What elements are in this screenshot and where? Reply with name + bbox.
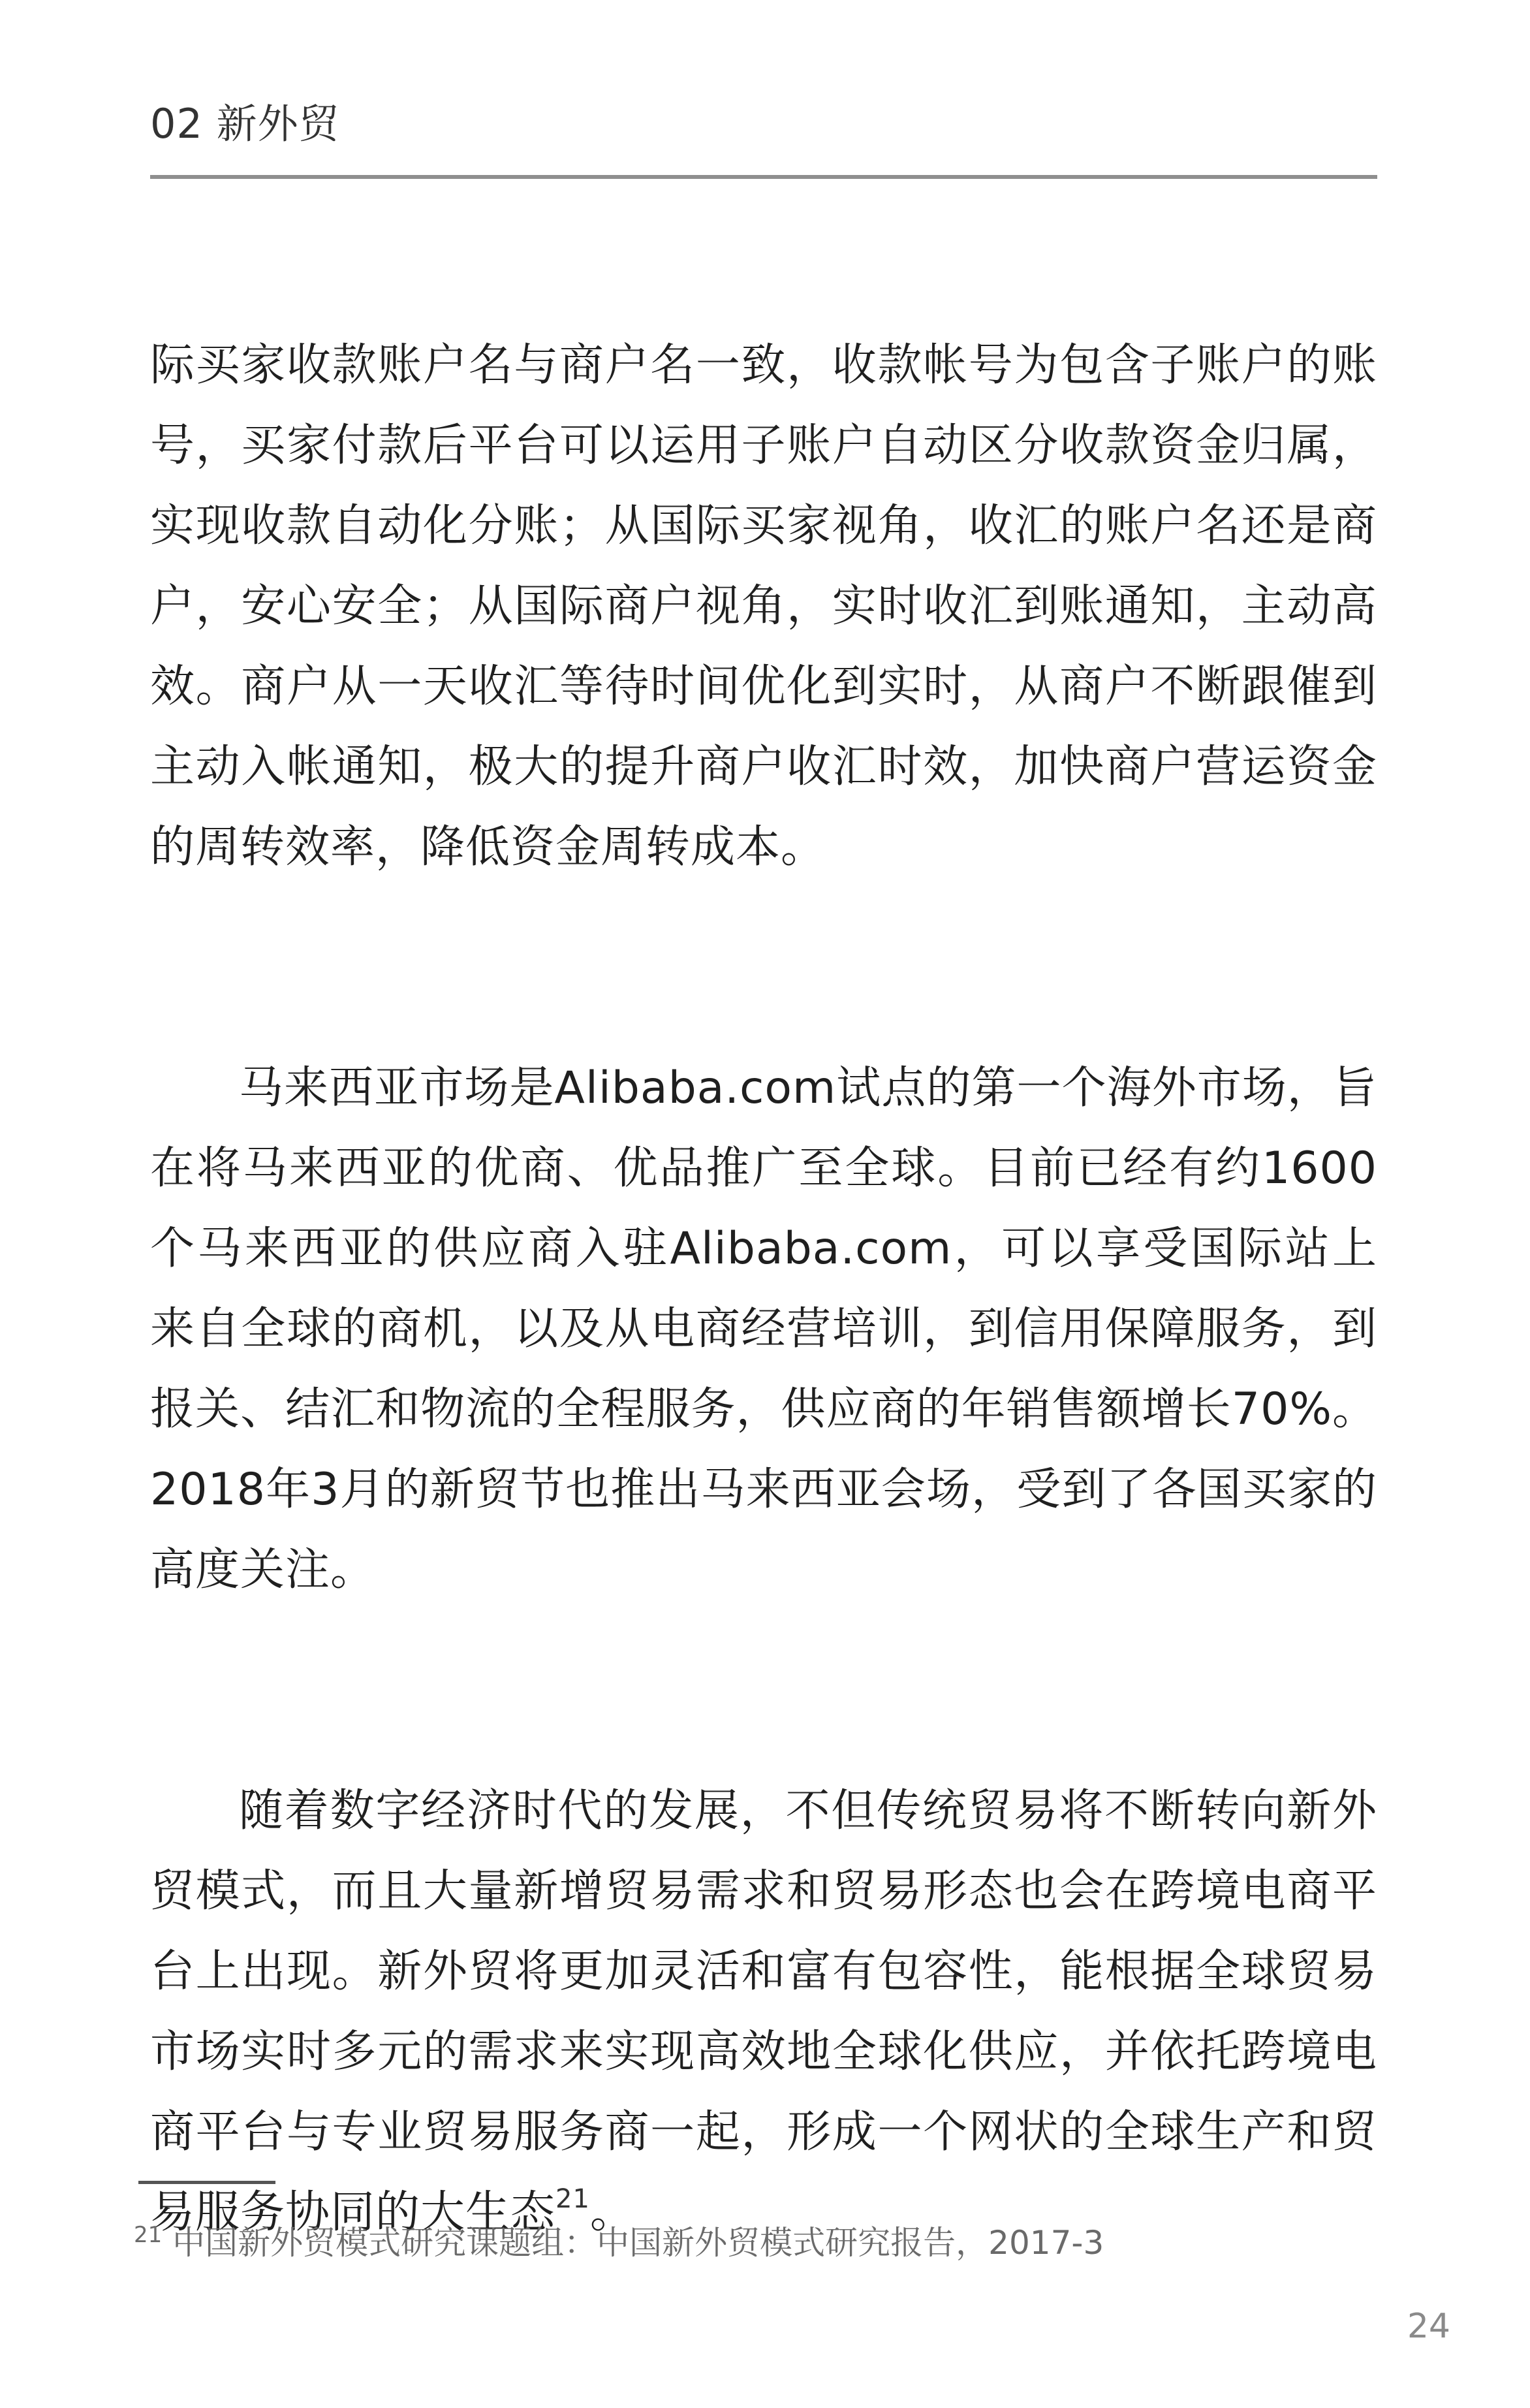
paragraph-1: 际买家收款账户名与商户名一致，收款帐号为包含子账户的账号，买家付款后平台可以运用子账户自动区分收款资金归属，实现收款自动化分账；从国际买家视角，收汇的账户名还是商户，安心安全；从国际商户视角，实时收汇到账通知，主动高效。商户从一天收汇等待时间优化到实时，从商户不断跟催到主动入帐通知，极大的提升商户收汇时效，加快商户营运资金的周转效率，降低资金周转成本。 [150, 340, 1377, 873]
footnote-text: 中国新外贸模式研究课题组：中国新外贸模式研究报告，2017-3 [162, 2224, 1104, 2262]
paragraph-3-text: 随着数字经济时代的发展，不但传统贸易将不断转向新外贸模式，而且大量新增贸易需求和贸易形态也会在跨境电商平台上出现。新外贸将更加灵活和富有包容性，能根据全球贸易市场实时多元的需求来实现高效地全球化供应，并依托跨境电商平台与专业贸易服务商一起，形成一个网状的全球生产和贸易服务协同的大生态 [150, 1785, 1377, 2238]
body-content [150, 325, 1377, 2253]
footnote-mark: 21 [134, 2222, 163, 2248]
paragraph-2: 马来西亚市场是Alibaba.com试点的第一个海外市场，旨在将马来西亚的优商、优品推广至全球。目前已经有约1600个马来西亚的供应商入驻Alibaba.com，可以享受国际站上来自全球的商机，以及从电商经营培训，到信用保障服务，到报关、结汇和物流的全程服务，供应商的年销售额增长70%。2018年3月的新贸节也推出马来西亚会场，受到了各国买家的高度关注。 [150, 1062, 1377, 1596]
footnote [134, 2220, 1374, 2266]
footnote-divider [138, 2181, 275, 2184]
paragraph-3 [150, 1771, 1377, 2253]
footnote-reference: 21 [555, 2184, 590, 2214]
paragraph-3-trailing: 。 [589, 2187, 635, 2238]
header-divider [150, 175, 1377, 179]
paragraph-gap [150, 887, 1377, 1048]
page-number: 24 [1407, 2307, 1450, 2346]
paragraph-gap [150, 1610, 1377, 1771]
page-header [150, 98, 1377, 150]
chapter-title: 02 新外贸 [150, 100, 340, 148]
